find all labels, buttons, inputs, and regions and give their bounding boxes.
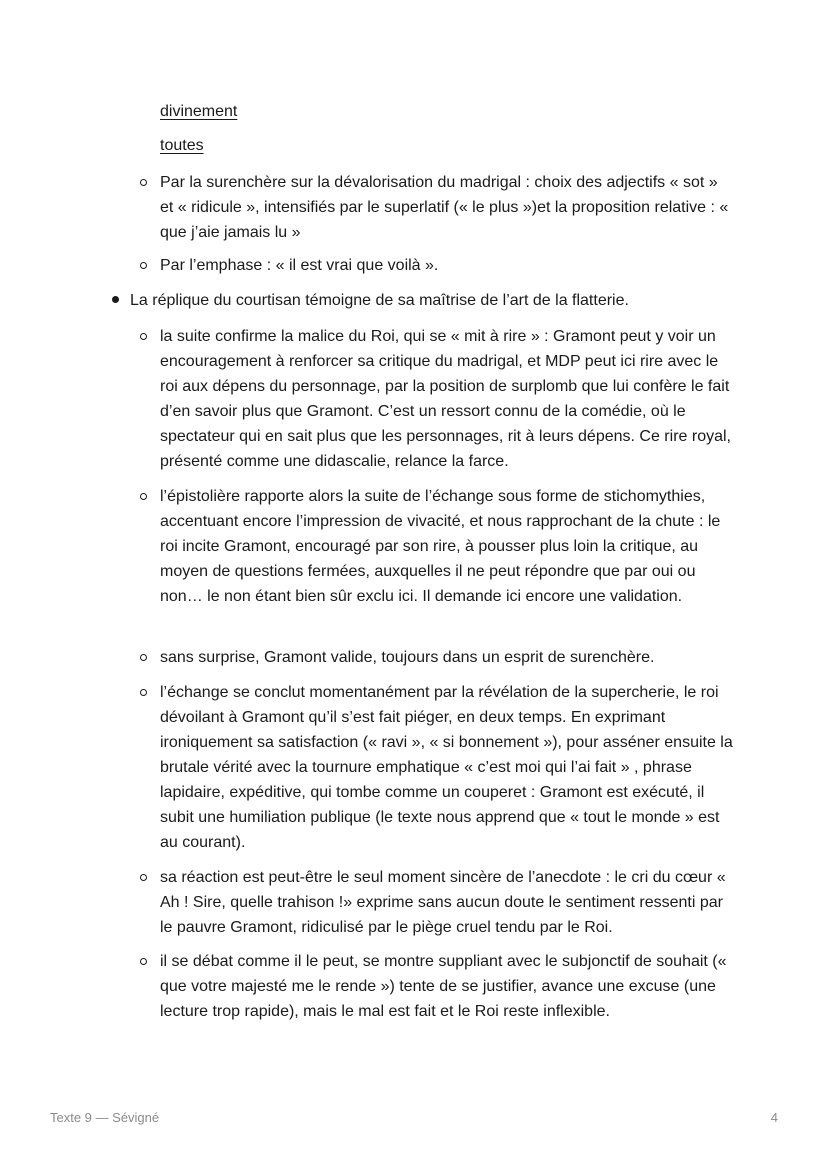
hollow-bullet-icon — [140, 262, 147, 269]
list-item: l’échange se conclut momentanément par la révélation de la supercherie, le roi dévoilant à Gramont qu’il s’est fait piéger, en deux temps. En exprimant ironiquement sa satisfaction (« ravi », « si bonnement »), pour asséner ensuite la brutale vérité avec la tournure emphatique « c’est moi qui l’ai fait » , phrase lapidaire, expéditive, qui tombe comme un couperet : Gramont est exécuté, il subit une humiliation publique (le texte nous apprend que « tout le monde » est au courant). — [160, 684, 733, 851]
page-number: 4 — [770, 1110, 778, 1125]
solid-bullet-icon — [112, 296, 119, 303]
list-item: Par la surenchère sur la dévalorisation du madrigal : choix des adjectifs « sot » et « ridicule », intensifiés par le superlatif (« le plus »)et la proposition relative : « que j’aie jamais lu » — [160, 174, 729, 241]
hollow-bullet-icon — [140, 958, 147, 965]
list-item: sa réaction est peut-être le seul moment sincère de l’anecdote : le cri du cœur « Ah ! Sire, quelle trahison !» exprime sans aucun doute le sentiment ressenti par le pauvre Gramont, ridiculisé par le piège cruel tendu par le Roi. — [160, 869, 726, 936]
hollow-bullet-icon — [140, 874, 147, 881]
hollow-bullet-icon — [140, 654, 147, 661]
list-item: Par l’emphase : « il est vrai que voilà ». — [160, 257, 439, 274]
hollow-bullet-icon — [140, 179, 147, 186]
list-item: La réplique du courtisan témoigne de sa maîtrise de l’art de la flatterie. — [130, 292, 629, 309]
hollow-bullet-icon — [140, 493, 147, 500]
footer-title: Texte 9 — Sévigné — [50, 1110, 160, 1125]
list-item: l’épistolière rapporte alors la suite de l’échange sous forme de stichomythies, accentuant encore l’impression de vivacité, et nous rapprochant de la chute : le roi incite Gramont, encouragé par son rire, à pousser plus loin la critique, au moyen de questions fermées, auxquelles il ne peut répondre que par oui ou non… le non étant bien sûr exclu ici. Il demande ici encore une validation. — [160, 488, 721, 605]
underlined-word: toutes — [160, 137, 204, 154]
underlined-word: divinement — [160, 103, 238, 120]
hollow-bullet-icon — [140, 333, 147, 340]
list-item: la suite confirme la malice du Roi, qui se « mit à rire » : Gramont peut y voir un encouragement à renforcer sa critique du madrigal, et MDP peut ici rire avec le roi aux dépens du personnage, par la position de surplomb que lui confère le fait d’en savoir plus que Gramont. C’est un ressort connu de la comédie, où le spectateur qui en sait plus que les personnages, rit à leurs dépens. Ce rire royal, présenté comme une didascalie, relance la farce. — [160, 328, 731, 470]
hollow-bullet-icon — [140, 689, 147, 696]
list-item: il se débat comme il le peut, se montre suppliant avec le subjonctif de souhait (« que votre majesté me le rende ») tente de se justifier, avance une excuse (une lecture trop rapide), mais le mal est fait et le Roi reste inflexible. — [160, 953, 727, 1020]
list-item: sans surprise, Gramont valide, toujours dans un esprit de surenchère. — [160, 649, 655, 666]
